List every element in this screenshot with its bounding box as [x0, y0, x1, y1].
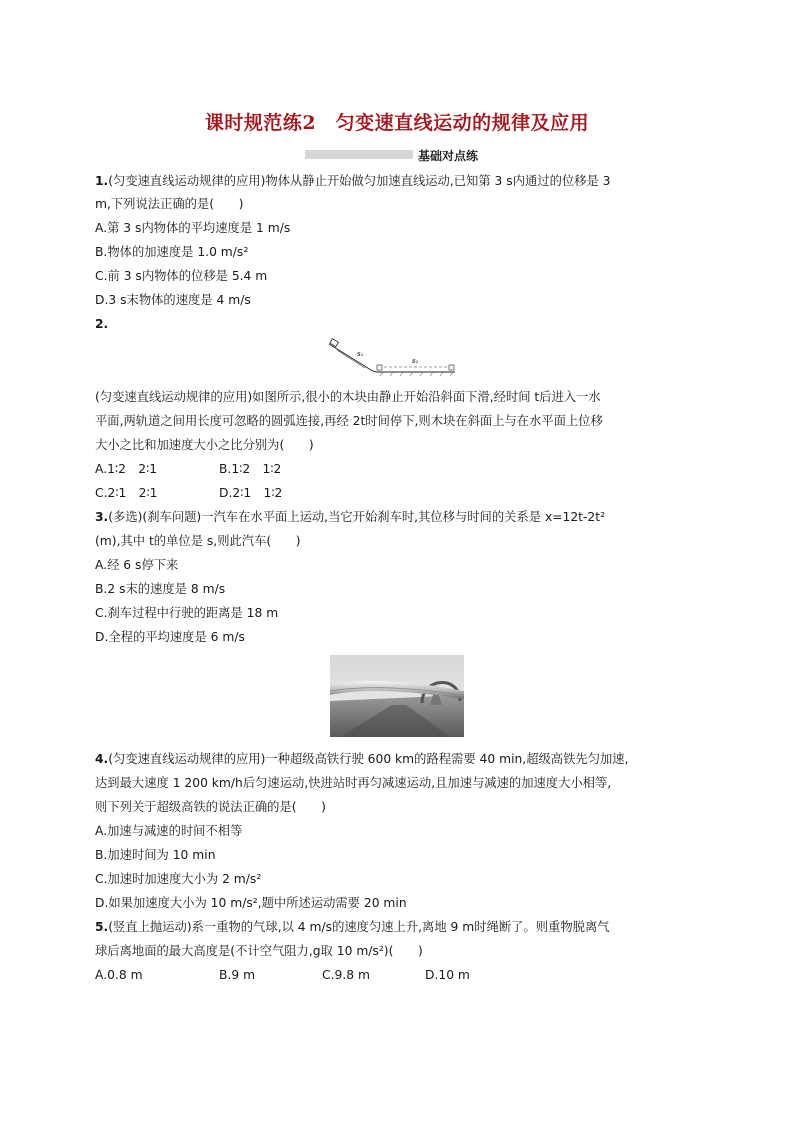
q4-stem-line1	[95, 751, 629, 767]
q1-stem-line1	[95, 173, 611, 189]
q4-stem-line2: 达到最大速度 1 200 km/h后匀速运动,快进站时再匀减速运动,且加速与减速的加速度大小相等,	[95, 776, 612, 790]
incline-diagram	[323, 336, 465, 384]
q4-option-c: C.加速时加速度大小为 2 m/s²	[95, 872, 262, 886]
q2-option-c: C.2∶1 2∶1	[95, 486, 158, 500]
q5-stem-line2: 球后离地面的最大高度是(不计空气阻力,g取 10 m/s²)( )	[95, 944, 423, 958]
q3-stem-line2: (m),其中 t的单位是 s,则此汽车( )	[95, 534, 301, 548]
q3-text1: (多选)(刹车问题)一汽车在水平面上运动,当它开始刹车时,其位移与时间的关系是 x=12t-2t²	[108, 510, 606, 524]
section-label: 基础对点练	[418, 149, 479, 163]
q4-option-b: B.加速时间为 10 min	[95, 848, 216, 862]
page-title: 课时规范练2 匀变速直线运动的规律及应用	[204, 112, 590, 134]
q3-option-b: B.2 s末的速度是 8 m/s	[95, 582, 226, 596]
q3-number: 3.	[95, 510, 109, 524]
section-bar	[305, 150, 413, 159]
label-s1: s₁	[357, 350, 364, 358]
q1-option-a: A.第 3 s内物体的平均速度是 1 m/s	[95, 221, 291, 235]
q2-stem-line2: 平面,两轨道之间用长度可忽略的圆弧连接,再经 2t时间停下,则木块在斜面上与在水平面上位移	[95, 414, 603, 428]
q4-stem-line3: 则下列关于超级高铁的说法正确的是( )	[95, 800, 326, 814]
q4-option-a: A.加速与减速的时间不相等	[95, 824, 243, 838]
q1-option-b: B.物体的加速度是 1.0 m/s²	[95, 245, 249, 259]
q3-option-c: C.刹车过程中行驶的距离是 18 m	[95, 606, 279, 620]
q4-text1: (匀变速直线运动规律的应用)一种超级高铁行驶 600 km的路程需要 40 min,超级高铁先匀加速,	[108, 752, 629, 766]
q4-option-d: D.如果加速度大小为 10 m/s²,题中所述运动需要 20 min	[95, 896, 407, 910]
q4-number: 4.	[95, 752, 109, 766]
q2-option-b: B.1∶2 1∶2	[219, 462, 282, 476]
q2-number-text: 2.	[95, 317, 109, 331]
q2-option-a: A.1∶2 2∶1	[95, 462, 158, 476]
q2-option-d: D.2∶1 1∶2	[219, 486, 283, 500]
q5-option-d: D.10 m	[425, 968, 470, 982]
q5-option-c: C.9.8 m	[322, 968, 370, 982]
q1-option-d: D.3 s末物体的速度是 4 m/s	[95, 293, 251, 307]
q1-stem-line2: m,下列说法正确的是( )	[95, 197, 244, 211]
hyperloop-photo	[330, 655, 464, 737]
q1-text1: (匀变速直线运动规律的应用)物体从静止开始做匀加速直线运动,已知第 3 s内通过的位移是 3	[108, 174, 611, 188]
q3-stem-line1	[95, 509, 605, 525]
q5-option-a: A.0.8 m	[95, 968, 143, 982]
q3-option-a: A.经 6 s停下来	[95, 558, 179, 572]
q5-stem-line1	[95, 919, 610, 935]
section-header	[305, 148, 535, 164]
label-s2: s₂	[412, 357, 419, 365]
q1-number: 1.	[95, 174, 109, 188]
q5-text1: (竖直上抛运动)系一重物的气球,以 4 m/s的速度匀速上升,离地 9 m时绳断了。则重物脱离气	[108, 920, 610, 934]
q2-stem-line3: 大小之比和加速度大小之比分别为( )	[95, 438, 314, 452]
q1-option-c: C.前 3 s内物体的位移是 5.4 m	[95, 269, 268, 283]
q2-stem-line1: (匀变速直线运动规律的应用)如图所示,很小的木块由静止开始沿斜面下滑,经时间 t后进入一水	[95, 390, 601, 404]
q2-number	[95, 316, 108, 332]
q5-option-b: B.9 m	[219, 968, 256, 982]
q5-number: 5.	[95, 920, 109, 934]
q3-option-d: D.全程的平均速度是 6 m/s	[95, 630, 245, 644]
